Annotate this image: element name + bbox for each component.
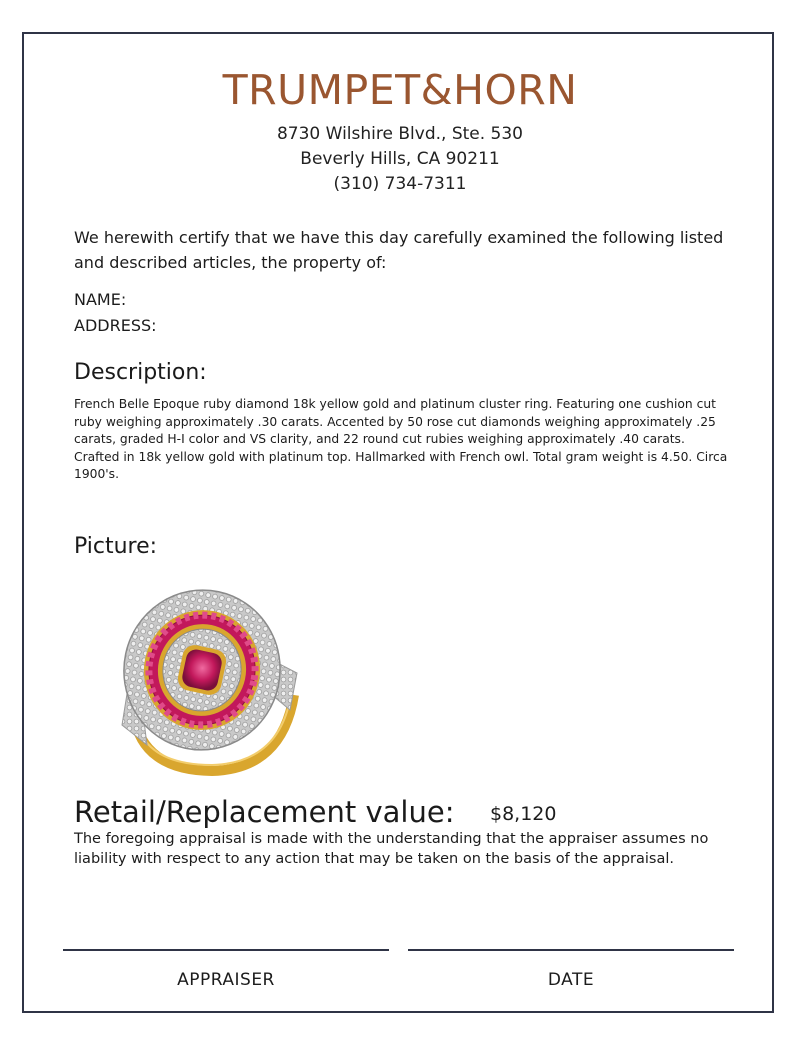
address-line-2: Beverly Hills, CA 90211: [300, 149, 500, 169]
value-label: Retail/Replacement value:: [74, 795, 455, 829]
value-amount: $8,120: [490, 803, 557, 825]
address-line-1: 8730 Wilshire Blvd., Ste. 530: [276, 124, 523, 144]
appraiser-signature-line: [63, 949, 389, 951]
address-label: ADDRESS:: [74, 316, 157, 335]
certification-statement: We herewith certify that we have this day carefully examined the following listed and described articles, the property of:: [74, 228, 724, 272]
date-label: DATE: [547, 970, 595, 990]
appraiser-label: APPRAISER: [177, 970, 275, 990]
phone-number: (310) 734-7311: [333, 174, 467, 194]
disclaimer-text: The foregoing appraisal is made with the understanding that the appraiser assumes no liability with respect to any action that may be taken on the basis of the appraisal.: [74, 831, 709, 867]
ring-photo: [112, 585, 302, 777]
description-text: French Belle Epoque ruby diamond 18k yellow gold and platinum cluster ring. Featuring one cushion cut ruby weighing approximately .30 carats. Accented by 50 rose cut diamonds weighing approximately .25 carats, graded H-I color and VS clarity, and 22 round cut rubies weighing approximately .40 carats. Crafted in 18k yellow gold with platinum top. Hallmarked with French owl. Total gram weight is 4.50. Circa 1900's.: [74, 397, 728, 482]
description-heading: Description:: [74, 360, 207, 385]
name-label: NAME:: [74, 290, 127, 309]
brand-logo: TRUMPET&HORN: [222, 66, 578, 114]
picture-heading: Picture:: [74, 534, 158, 559]
date-signature-line: [408, 949, 734, 951]
